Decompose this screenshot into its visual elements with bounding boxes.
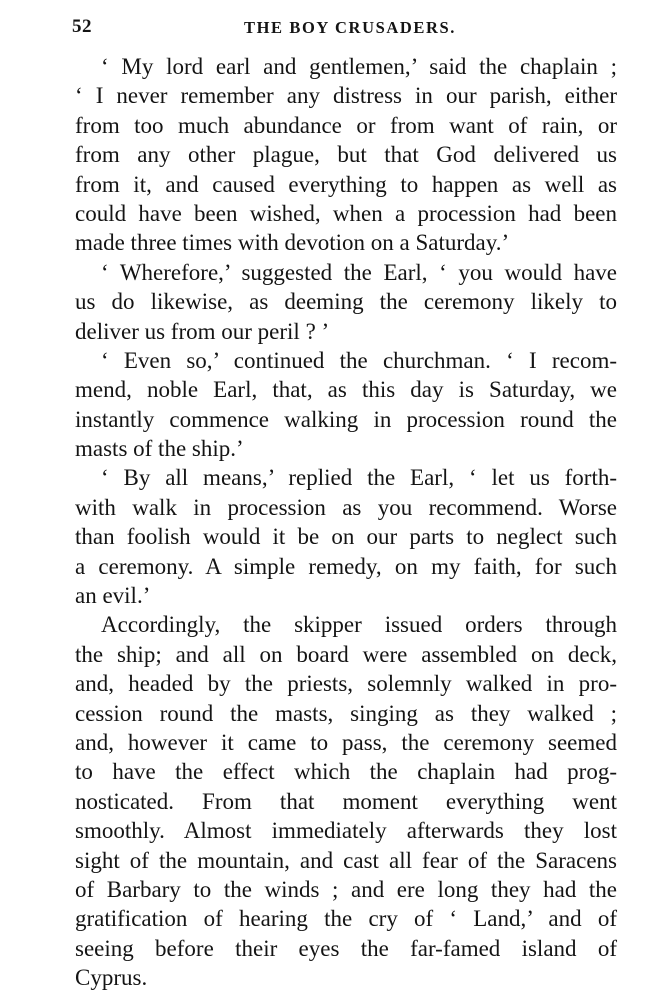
body-text	[75, 52, 617, 993]
paragraph	[75, 52, 617, 258]
text-line: and, however it came to pass, the ceremony seemed	[75, 729, 617, 755]
text-line: masts of the ship.’	[75, 436, 244, 462]
text-line: of Barbary to the winds ; and ere long they had the	[75, 876, 617, 902]
paragraph	[75, 610, 617, 992]
text-line: to have the effect which the chaplain had prog-	[75, 759, 617, 785]
text-line: gratification of hearing the cry of ‘ Land,’ and of	[75, 906, 617, 932]
text-line: instantly commence walking in procession round the	[75, 406, 617, 432]
text-line: made three times with devotion on a Saturday.’	[75, 230, 510, 256]
page-number: 52	[72, 16, 92, 37]
text-line: us do likewise, as deeming the ceremony likely to	[75, 289, 617, 315]
text-line: from too much abundance or from want of rain, or	[75, 112, 617, 138]
text-line: from it, and caused everything to happen as well as	[75, 171, 617, 197]
text-line: seeing before their eyes the far-famed island of	[75, 935, 617, 961]
paragraph	[75, 258, 617, 346]
text-line: cession round the masts, singing as they walked ;	[75, 700, 617, 726]
text-line: ‘ By all means,’ replied the Earl, ‘ let us forth-	[101, 465, 617, 491]
text-line: ‘ My lord earl and gentlemen,’ said the chaplain ;	[101, 54, 617, 79]
text-line: Accordingly, the skipper issued orders through	[101, 612, 617, 638]
page-header	[72, 16, 622, 40]
text-line: mend, noble Earl, that, as this day is Saturday, we	[75, 377, 617, 403]
text-line: with walk in procession as you recommend. Worse	[75, 494, 617, 520]
text-line: nosticated. From that moment everything went	[75, 788, 617, 814]
text-line: from any other plague, but that God delivered us	[75, 142, 617, 168]
paragraph	[75, 463, 617, 610]
text-line: ‘ I never remember any distress in our parish, either	[75, 83, 617, 109]
text-line: ‘ Even so,’ continued the churchman. ‘ I recom-	[101, 347, 617, 373]
text-line: sight of the mountain, and cast all fear of the Saracens	[75, 847, 617, 873]
text-line: and, headed by the priests, solemnly walked in pro-	[75, 671, 617, 697]
text-line: an evil.’	[75, 583, 151, 609]
running-title: THE BOY CRUSADERS.	[244, 18, 457, 37]
text-line: the ship; and all on board were assembled on deck,	[75, 641, 617, 667]
text-line: Cyprus.	[75, 965, 148, 991]
text-line: could have been wished, when a procession had been	[75, 200, 617, 226]
text-line: than foolish would it be on our parts to neglect such	[75, 524, 617, 550]
text-line: a ceremony. A simple remedy, on my faith, for such	[75, 553, 617, 579]
text-line: ‘ Wherefore,’ suggested the Earl, ‘ you would have	[101, 259, 617, 285]
paragraph	[75, 346, 617, 464]
text-line: smoothly. Almost immediately afterwards they lost	[75, 818, 617, 844]
text-line: deliver us from our peril ? ’	[75, 318, 330, 344]
